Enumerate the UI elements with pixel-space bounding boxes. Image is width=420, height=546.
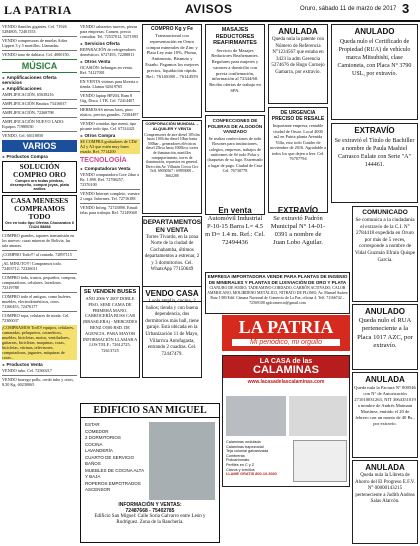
- calaminas-product-list: [226, 440, 290, 477]
- san-miguel-feature: 2 DORMITORIOS: [85, 435, 121, 440]
- corporacion-body: Comprensores de aire diesel 185cfm hasta 1100cfm diesel 10bar hasta 500bar – generadores eléctricos diesel 25kva hasta 1000kva, torres de iluminación, martillos rompepavimento, torres de iluminación, repuestos en general. Dirección Av. Villazón Civica Circ Telf. 69030567 / 69893008 – 3662288: [144, 132, 200, 178]
- extravio2-title: EXTRAVÍO: [277, 206, 319, 215]
- comunicado-title: COMUNICADO: [362, 209, 408, 216]
- anulado-ad-3: [352, 304, 418, 370]
- compro-kg-ad: [142, 24, 202, 118]
- classified-ad: AMPLIFICACIÓN Bautiza 73416037: [2, 99, 77, 106]
- classified-ad: VENDO cabezetes nuevos, piezas para empresas. Cansen, precio consultar. Tel. 72537012, 5271993: [80, 24, 139, 39]
- calaminas-product: Policarbonato: [226, 458, 250, 463]
- extravio-ad-2: [268, 196, 328, 272]
- classified-ad: COMPRO todo, trastos, pequeños, compras, computadoras, celulares, lavadoras. 72319788: [2, 275, 77, 290]
- calaminas-phone: LLAME GRATIS 800-10-3030: [226, 472, 277, 477]
- classified-ad: VENDO tono de dabiaca. Cel. 4000150.: [2, 50, 77, 57]
- se-venden-buses-ad: [80, 286, 140, 378]
- anulada-ad-5: [352, 460, 418, 544]
- calaminas-product: Calaminas trapezoidal: [226, 444, 264, 449]
- issue-date: Oruro, sábado 11 de marzo de 2017: [300, 6, 397, 12]
- calaminas-product: Perfiles en C y Z: [226, 462, 255, 467]
- highlighted-ad: ¡COMPRAMOS TodO! equipos, celulares, camaradas, peluqueros, cosméticos, muebles, bicicletas, motos, ventiladores, guitarras, bicicletas, maquinas, cosas, bicicletas, vitrinas, televisores, computadoras, juguetes, máquinas de coser...: [2, 325, 77, 360]
- section-heading-varios: VARIOS: [2, 140, 77, 152]
- buses-title: SE VENDEN BUSES: [83, 289, 137, 295]
- classified-ad: ¡COMPRO Todo!!! al contado. 72897115: [2, 250, 77, 257]
- anulada-body: Queda nula la patente con Número de Referencia N°1234567 que estaba en 3423 la adm Gerencia 5274676 de Hugo Cornejo Gamarra, por extravío.: [271, 37, 325, 75]
- section-heading-musica: MÚSICA: [2, 59, 77, 73]
- san-miguel-phones: 72487668 - 75402785: [125, 508, 175, 514]
- classified-ad: VENDO comidas tipo menú, tipo picante todo tipo. Cel. 67314421: [80, 119, 140, 131]
- extravio2-body: Se extravió Padrón Municipal N° 14-01-0391 a nombre de Juan Lobo Aguilar.: [270, 215, 326, 246]
- edificio-san-miguel-ad: [80, 403, 220, 543]
- confecciones-title: CONFECCIONES DE POLERAS DE ALGODÓN VANIZADO: [207, 118, 263, 135]
- calaminas-header: [223, 356, 349, 378]
- calaminas-product: Teja colonial galvanizada: [226, 449, 269, 454]
- subsection-heading: ► Amplificaciones Oferta servicios: [2, 75, 77, 85]
- la-patria-banner: [222, 315, 350, 351]
- urgencia-title: DE URGENCIA PRECISO DE RESALE: [271, 110, 325, 122]
- en-venta-title: En venta: [218, 206, 252, 215]
- subsection-heading: ► Computadoras Venta: [80, 166, 140, 171]
- buses-body: AÑO 2006 Y 2007 DOBLE PISO, SEMI CAMA DE PRIMERA MANO, CARROCERÍA BUSS CAR (BRASILERA) - MERCEDES BENZ O500 RSD. DE AGENCIA. PARA MAYOR INFORMACIÓN LLAMAR A LOS TELF.: 72612725, 72613725: [82, 296, 138, 354]
- corporacion-ad: [142, 120, 202, 214]
- classified-ad: VENDO borrego pollo, cerdo tubo y otros, 8,50 Kg. 60230065: [2, 375, 77, 387]
- subsection-heading: ► Productos Venta: [2, 362, 77, 367]
- anulada-ad-1: [268, 24, 328, 104]
- vendo-casa-title: VENDO CASA: [145, 289, 199, 298]
- san-miguel-features: [85, 422, 145, 494]
- anulado-title: ANULADO: [354, 27, 395, 36]
- san-miguel-feature: COMEDOR: [85, 428, 109, 434]
- empresa-title: EMPRESA IMPORTADORA VENDE PARA PLANTAS DE INGENIO DE MINERALES Y PLANTAS DE LIXIVIACIÓN DE ORO Y PLATA: [207, 274, 348, 285]
- vendo-casa-ad: [142, 286, 202, 378]
- subsection-heading: ► Productos Compra: [2, 154, 77, 159]
- compro-kg-body: Transnacional con representación en Oruro compra minerales de Zinc y Plata Ley min 10%, Plomo, Antimonio, Bismuto y Estaño. Pagamos los mejores precios, liquidación rápida. Ref.: 76140188 – 76144559: [145, 33, 199, 79]
- san-miguel-feature: ASCENSOR: [85, 487, 111, 492]
- subsection-heading: ► Otros Compra: [80, 133, 140, 138]
- classified-ad: EN VENTA vitrinas para librería o tienda. Llamar 62619765: [80, 79, 139, 89]
- comunicado-ad: [352, 206, 418, 302]
- extravio-body: Se extravió el Título de Bachiller a nombre de Paula Mashiel Carrasco Eulate con Serie "A" 144461.: [334, 138, 415, 168]
- classified-ad: AMPLIFICACIÓN NUEVO LADO: Equipos 71980030: [2, 117, 77, 129]
- la-patria-logo: LA PATRIA: [238, 317, 334, 337]
- san-miguel-info: [85, 502, 215, 526]
- san-miguel-feature: LAVANDERÍA: [85, 448, 113, 453]
- classified-ad: VENDO, Cel. 60118050: [2, 131, 77, 138]
- anulada-title: ANULADA: [278, 27, 318, 36]
- san-miguel-feature: CUARTO DE SERVICIO: [85, 454, 135, 460]
- extravio-ad-1: [331, 123, 418, 203]
- anulada4-body: Queda nula la Factura N° 000546 con N° de Autorización 271010031263, NIT 3064351019 a nombre de Andrés Maimani Martínez, emitido el 20 de febrero con un monto de 40 Bs., por extravío.: [354, 385, 416, 426]
- masajes-title: MASAJES REDUCTORES REAFIRMANTES: [213, 27, 257, 46]
- corporacion-title: CORPORACIÓN MUNDIAL – ALQUILER Y VENTA: [145, 121, 199, 131]
- masajes-body: Servicio de Masajes Reductores Reafirmantes. Regulares para mujeres y varones a domicilio con previa confirmación, información al 72344/60. Recibo ofertas de trabajo en SPA.: [209, 47, 261, 94]
- page-header: [0, 0, 420, 22]
- classified-ad: VENDO tubo. Cel. 72560217: [2, 368, 52, 373]
- section-heading-tecnologia: TECNOLOGÍA: [80, 157, 127, 164]
- departamentos-title: DEPARTAMENTOS EN VENTA: [143, 219, 202, 234]
- san-miguel-feature: COCINA: [85, 441, 103, 447]
- calaminas-product: Cumbreras: [226, 453, 245, 458]
- classified-ad: ¡AL MINUTO!!! Compramos todo. 72403712, 72326011: [2, 259, 77, 271]
- comunicado-body: Se comunica a la ciudadanía el extravío de la C.I. N° 2784418 expedida en Oruro por más de 5 veces, corresponde a nombre de Vidal Guzmán Efraín Quispe García.: [354, 217, 416, 263]
- highlighted-ad: SE COMPRA grabadores de CD# A2 y A3 que estén muy buen estado. Ref. 7714200: [80, 139, 140, 154]
- classified-ad: COMPRO ropa, celulares de moda. Cel. 72300037: [2, 311, 77, 323]
- classified-ad: VENDO Internet completo, vuestra 2 carga. Informes. Tel. 72716188: [80, 191, 140, 201]
- san-miguel-address: Edificio San Miguel: Calle Soria Galvarro entre León y Rodríguez. Zona de la Ranchería.: [94, 514, 206, 525]
- meneses-ad: [2, 195, 77, 231]
- anulado3-title: ANULADO: [365, 307, 405, 316]
- subsection-heading: ► Amplificaciones: [2, 86, 77, 91]
- calaminas-title-3: CALAMINAS: [253, 364, 319, 376]
- classified-ad: VENDO flamiles gigantes. Cel. 71926 5284805, 72401553: [2, 24, 67, 34]
- classified-ad: COMPRO todo el antiguo, como bufetes, muebles, electrodomésticos, otros. 71160453, 72476177: [2, 292, 77, 309]
- newspaper-name: LA PATRIA: [4, 3, 72, 17]
- calaminas-product: Calaminas ondulada: [226, 440, 261, 444]
- san-miguel-title: EDIFICIO SAN MIGUEL: [81, 404, 219, 418]
- classified-ad: AMPLIFICACIÓN, 72268798: [2, 108, 77, 115]
- solucion-ad-body: Compro oro todas piedras, desempeño, compra joyas, plata anillos: [10, 179, 69, 191]
- classified-ad: REPARACIÓN de refrigeradores domésticos. 6727493, 72288811: [80, 47, 136, 57]
- classified-ad: VENDO computadora Core 2duo a Bs. 1.890. Ref. 72768257, 72376100: [80, 172, 140, 187]
- subsection-heading: ► Servicios Oferta: [80, 41, 140, 46]
- vendo-casa-body: 1 sola amplia, cocina, 2 baños; tienda y con buena dependencia, dos dormitorios más hall, tiene garaje. Está ubicada en la Urbanización 11 de Mayo, Villarrica Antofagasta, entrando 2 cuadras. Cel. 72447479.: [145, 299, 199, 357]
- classified-ad: HERMOSAS mesas lotes, pino rústico, precios grandes. 72304497: [80, 107, 139, 117]
- san-miguel-info-label: INFORMACIÓN Y VENTAS:: [118, 502, 182, 508]
- anulada5-body: Queda nula la Libreta de Ahorro del El Progreso E.F.V. N° 00000143215 perteneciente a Judith Andrea Salas Alarcón.: [355, 473, 415, 504]
- solucion-ad: [2, 161, 77, 193]
- masajes-ad: [205, 24, 265, 112]
- classifieds-column-1: [2, 24, 77, 546]
- empresa-body: CIANURO DE SODIO, TADEAMINO CORDADO, CARBÓN ACTIVADO, CALOR AMERICANO, MOLIBDENO METÁLICO, NITRATO DE PLOMO. Av. Manuel Suárez Ruiz 1380 Edif. Cámara Nacional de Comercio de La Paz, oficina 4. Telf. 71166742 – 72569108 sgdcomercio@gmail.com: [207, 286, 348, 305]
- calaminas-map: [293, 440, 347, 482]
- anulada5-title: ANULADA: [365, 463, 405, 472]
- classified-ad: AMPLIFICACIÓN, 65638216: [2, 92, 54, 97]
- calaminas-photo: [226, 396, 286, 436]
- meneses-ad-body: Oro en todo tipo Ofertas Chucaratos 6 72424 58888: [5, 221, 74, 229]
- calaminas-title-2: de las: [292, 358, 313, 365]
- extravio-title: EXTRAVÍO: [354, 126, 395, 135]
- classified-ad: VENDO compresoras de muelas Adise Lippert 3 y 5 martillos. Llamadas:: [2, 36, 77, 48]
- confecciones-body: Se realiza confecciones de todo Bosones para instituciones, colegios, empresas, trabajos de uniformes de Sé todo Polar y chaquetas de su logo. Extremado o lugar de pago. Ciudad de Cruz Cel. 76730778: [207, 135, 263, 174]
- anulada4-title: ANULADA: [365, 375, 405, 384]
- empresa-importadora-ad: [205, 272, 350, 314]
- calaminas-photo-2: [289, 396, 347, 436]
- calaminas-product: Clavos y tornillos: [226, 467, 255, 472]
- classified-ad: COMPRO grandes, tapones transmisión en los nuevos: casas mineras de Bolivia, las tala amaras.: [2, 233, 75, 248]
- calaminas-website: www.lacasadelascalaminas.com: [247, 379, 325, 385]
- classified-ad: OCASIÓN: bebungas en venta. Ref. 74127001: [80, 65, 133, 75]
- departamentos-body: Torres Tívardo, en la zona Norte de la ciudad de Cochabamba, últimos departamentos a estrenar, 2 y 3 dormitorios. Cel. WhatsApp 77150649: [144, 235, 200, 273]
- san-miguel-feature: BAÑOS: [85, 461, 101, 466]
- san-miguel-feature: ESTAR: [85, 422, 100, 427]
- section-title: AVISOS: [185, 2, 233, 16]
- meneses-ad-title: CASA MENESES COMPRAMOS TODO: [10, 196, 69, 221]
- page-number: 3: [402, 1, 410, 16]
- subsection-heading: ► Otros Venta: [80, 59, 140, 64]
- san-miguel-building-photo: [149, 422, 215, 500]
- classified-ad: VENDO laptop HP204, Ram 8 Gig, Disco 1 TB. Cel. 72414407: [80, 91, 140, 103]
- calaminas-title-1: LA CASA: [259, 358, 291, 365]
- en-venta-body: Automóvil Industrial P-10-15 Barra L= 4.5 m D= 1.4 m. Ref.: Cel. 72494436: [205, 215, 265, 246]
- anulado3-body: Queda nulo el RUA perteneciente a la Placa 1017 AZC, por extravío.: [357, 317, 413, 350]
- solucion-ad-title: SOLUCIÓN COMPRO ORO: [12, 162, 67, 179]
- san-miguel-feature: MUEBLES DE COCINA ALTA Y BAJA: [85, 467, 144, 479]
- classified-ad: VENDO Inforg. 72743890. Email: felas para trabajar. Ref. 72149048: [80, 205, 139, 215]
- anulado-ad-2: [331, 24, 418, 120]
- la-patria-slogan: Mi periódico, mi orgullo: [232, 339, 340, 346]
- casa-calaminas-ad: [222, 355, 350, 487]
- urgencia-body: Importante empresa, rentable ciudad de Oruro. Local 4000 m2 en Patria planta Avenida Villa, esto todo Cuadro de noviembre de 2016. Agradable a todos los que dejen a leer. Cel. 76707794: [270, 123, 326, 161]
- anulada-ad-4: [352, 372, 418, 458]
- compro-kg-title: COMPRO Kg y Fe: [151, 26, 193, 32]
- san-miguel-feature: ROPEROS EMPOTRADOS: [85, 480, 141, 486]
- anulado-body: Queda nulo el Certificado de Propiedad (RUA) de vehículo marca Mitsubishi, clase Camioneta, con Placa N° 3790 USL, por extravío.: [337, 39, 412, 77]
- en-venta-ad: [205, 196, 265, 272]
